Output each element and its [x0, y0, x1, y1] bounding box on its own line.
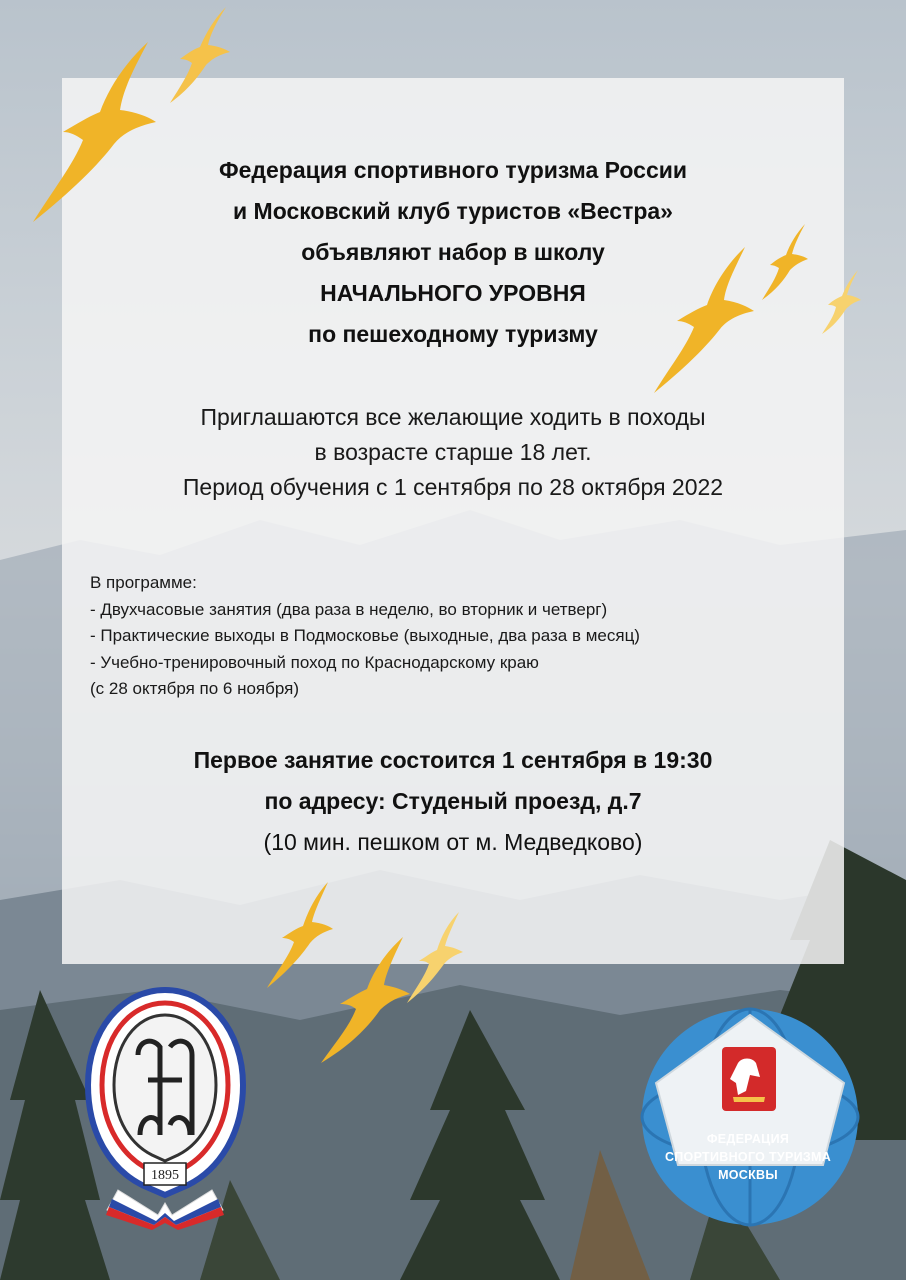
list-item: (с 28 октября по 6 ноября): [90, 679, 299, 698]
program-list: [90, 570, 640, 703]
logo-year: 1895: [151, 1168, 179, 1183]
heading-line: и Московский клуб туристов «Вестра»: [233, 198, 673, 224]
federation-text-line: ФЕДЕРАЦИЯ: [706, 1132, 790, 1146]
heading-line: НАЧАЛЬНОГО УРОВНЯ: [320, 280, 586, 306]
federation-text-line: МОСКВЫ: [718, 1168, 778, 1182]
invite-text: [0, 400, 906, 505]
program-title: В программе:: [90, 573, 197, 592]
heading-line: объявляют набор в школу: [301, 239, 605, 265]
heading-line: Федерация спортивного туризма России: [218, 157, 688, 183]
first-lesson-address: по адресу: Студеный проезд, д.7: [264, 788, 642, 814]
list-item: - Двухчасовые занятия (два раза в неделю, во вторник и четверг): [90, 599, 608, 619]
heading-line: по пешеходному туризму: [308, 321, 598, 347]
first-lesson-info: [0, 740, 906, 863]
invite-line: в возрасте старше 18 лет.: [314, 439, 592, 465]
bird-icon: [318, 935, 413, 1065]
bird-icon: [168, 5, 233, 105]
invite-line: Приглашаются все желающие ходить в походы: [200, 404, 706, 430]
first-lesson-directions: (10 мин. пешком от м. Медведково): [263, 829, 643, 855]
first-lesson-date: Первое занятие состоится 1 сентября в 19:30: [193, 747, 713, 773]
list-item: - Учебно-тренировочный поход по Краснодарскому краю: [90, 652, 539, 672]
invite-line: Период обучения с 1 сентября по 28 октября 2022: [182, 474, 724, 500]
federation-russia-logo: [78, 985, 253, 1230]
announcement-heading: [0, 150, 906, 355]
federation-moscow-logo: [638, 1005, 863, 1230]
federation-moscow-text: [638, 1130, 858, 1184]
federation-text-line: СПОРТИВНОГО ТУРИЗМА: [664, 1150, 832, 1164]
list-item: - Практические выходы в Подмосковье (выходные, два раза в месяц): [90, 626, 640, 645]
bird-icon: [405, 910, 465, 1005]
